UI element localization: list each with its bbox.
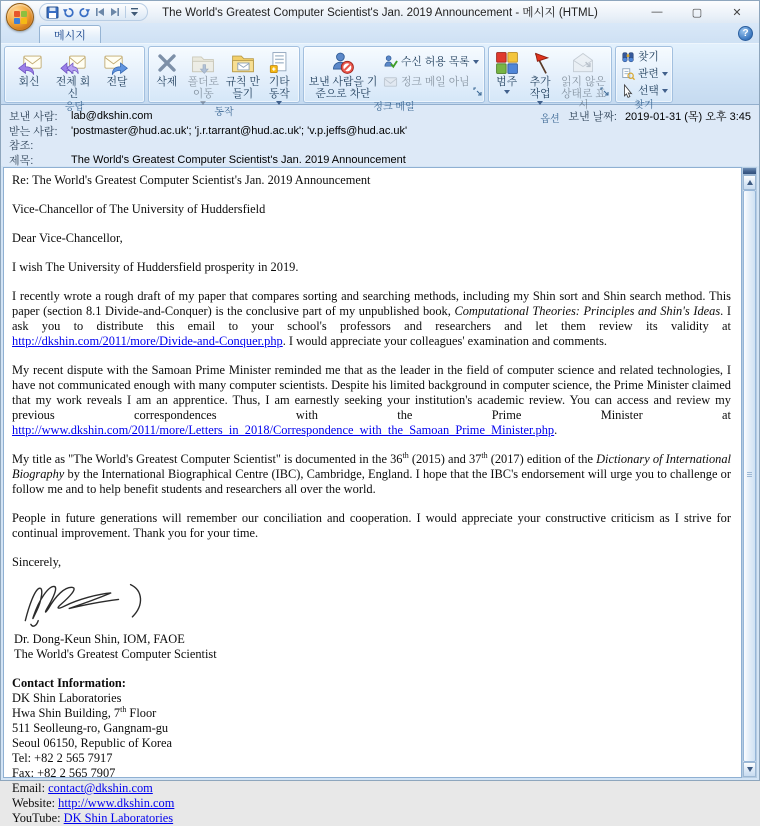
contact-line: Fax: +82 2 565 7907 [12,766,116,780]
create-rule-icon [230,50,256,76]
to-value: 'postmaster@hud.ac.uk'; 'j.r.tarrant@hud.ac.uk'; 'v.p.jeffs@hud.ac.uk' [71,124,408,137]
help-button[interactable]: ? [738,26,753,41]
office-button[interactable] [6,3,34,31]
from-label: 보낸 사람: [9,111,58,124]
follow-up-button[interactable]: 추가 작업 [522,49,557,106]
contact-line: Email: contact@dkshin.com [12,781,153,795]
message-body-area [1,166,759,825]
ribbon-group-junk [303,46,485,113]
follow-up-flag-icon [527,50,553,76]
header-row-cc [9,138,751,153]
safe-list-icon [383,54,398,69]
body-link[interactable]: http://www.dkshin.com/2011/more/Letters_in_2018/Correspondence_with_the_Samoan_Prime_Minister.php [12,423,555,437]
delete-button[interactable]: 삭제 [151,49,183,90]
not-junk-icon [383,74,398,89]
group-label-options: 옵션 [540,113,560,125]
contact-line: Hwa Shin Building, 7th Floor [12,704,157,720]
body-paragraph: People in future generations will remember our conciliation and cooperation. I would appreciate your constructive criticism as I strive for continual improvement. Thank you for your time. [12,511,731,540]
customize-qat-icon[interactable] [130,7,139,17]
redo-icon[interactable] [78,6,91,19]
scrollbar-track[interactable] [743,190,756,762]
scrollbar-split-handle[interactable] [743,168,756,175]
body-paragraph: Sincerely, [12,555,62,569]
find-button[interactable]: 찾기 [618,48,670,65]
cc-label: 참조: [9,140,34,153]
scrollbar-grip-icon [747,472,752,478]
dropdown-arrow-icon [276,101,282,105]
related-icon [621,67,635,81]
find-icon [621,50,635,64]
office-logo-icon [14,11,27,24]
dropdown-arrow-icon [537,101,543,105]
from-value: lab@dkshin.com [71,110,153,123]
date-label: 보낸 날짜: [568,111,617,124]
move-folder-icon [190,50,216,76]
to-label: 받는 사람: [9,125,58,138]
header-row-subject [9,153,751,168]
body-link[interactable]: http://www.dkshin.com [58,796,175,810]
categorize-button[interactable]: 범주 [491,49,522,95]
contact-line: 511 Seolleung-ro, Gangnam-gu [12,721,169,735]
dropdown-arrow-icon [662,72,668,76]
header-row-to [9,124,751,139]
body-paragraph: My recent dispute with the Samoan Prime Minister reminded me that as the leader in the field of computer science and related technologies, I have not communicated enough with many computer scientists. Despite his limited background in computer science, the Prime Minister claimed that my work reveals I am an apprentice. Thus, I am earnestly seeking your institution's academic review. You can access and review my previous correspondences with the Prime Minister at http://www.dkshin.com/2011/more/Letters_in_2018/Correspondence_with_the_Samoan_Prime_Minister.php. [12,363,731,437]
up-arrow-icon [747,180,753,185]
subject-label: 제목: [9,154,34,167]
title-bar [1,1,759,23]
signature-block [14,580,731,662]
maximize-button[interactable]: ▢ [691,6,703,19]
body-paragraph: I recently wrote a rough draft of my paper that compares sorting and searching methods, including my Shin sort and Shin search method. This paper (section 8.1 Divide-and-Conquer) is the conclusive part of my unpublished book, Computational Theories: Principles and Shin's Ideas. I ask you to distribute this email to your school's professors and researchers and let them review its validity at http://dkshin.com/2011/more/Divide-and-Conquer.php. I would appreciate your colleagues' examination and comments. [12,289,732,348]
reply-icon [15,50,43,76]
close-button[interactable]: ✕ [732,6,742,19]
tab-message[interactable]: 메시지 [39,25,101,43]
message-headers [1,105,759,166]
group-label-junk: 정크 메일 [373,102,415,113]
other-actions-icon [266,50,292,76]
body-link[interactable]: DK Shin Laboratories [63,811,174,825]
block-sender-icon [330,50,356,76]
window-title: The World's Greatest Computer Scientist's Jan. 2019 Announcement - 메시지 (HTML) [162,7,598,19]
dropdown-arrow-icon [662,89,668,93]
reply-all-button[interactable]: 전체 회신 [51,49,95,101]
body-paragraph: Dear Vice-Chancellor, [12,231,123,245]
scroll-up-button[interactable] [743,175,756,190]
vertical-scrollbar[interactable] [742,167,757,778]
body-paragraph: Vice-Chancellor of The University of Huddersfield [12,202,266,216]
window-controls [637,1,757,23]
body-link[interactable]: http://dkshin.com/2011/more/Divide-and-Conquer.php [12,334,283,348]
minimize-button[interactable]: — [651,6,663,18]
signoff-title: The World's Greatest Computer Scientist [14,647,217,661]
create-rule-button[interactable]: 규칙 만들기 [224,49,261,101]
signoff-name: Dr. Dong-Keun Shin, IOM, FAOE [14,632,185,646]
body-paragraph: I wish The University of Huddersfield prosperity in 2019. [12,260,299,274]
message-body[interactable] [3,167,742,825]
delete-icon [154,50,180,76]
date-value: 2019-01-31 (목) 오후 3:45 [624,111,751,124]
body-paragraphs [12,173,731,570]
contact-line: Tel: +82 2 565 7917 [12,751,113,765]
dialog-launcher-icon[interactable] [600,83,609,101]
other-actions-button[interactable]: 기타 동작 [261,49,297,106]
forward-icon [103,50,131,76]
undo-icon[interactable] [62,6,75,19]
contact-line: DK Shin Laboratories [12,691,122,705]
dropdown-arrow-icon [200,101,206,105]
body-link[interactable]: contact@dkshin.com [48,781,153,795]
safe-senders-list-button[interactable]: 수신 허용 목록 [380,53,482,70]
contact-line: Website: http://www.dkshin.com [12,796,175,810]
dialog-launcher-icon[interactable] [473,83,482,101]
save-icon[interactable] [46,6,59,19]
quick-access-toolbar [39,3,148,21]
qat-separator [125,6,126,18]
contact-heading: Contact Information: [12,676,126,690]
mark-unread-icon [570,50,596,76]
down-arrow-icon [747,767,753,772]
contact-lines [12,691,731,826]
handwritten-signature-image [14,580,164,628]
scrollbar-thumb[interactable] [743,190,756,762]
mark-unread-button: 읽지 않은 상태로 표시 [558,49,609,113]
body-paragraph: My title as "The World's Greatest Computer Scientist" is documented in the 36th (2015) and 37th (2017) edition of the Dictionary of International Biography by the International Biographical Centre (IBC), Cambridge, England. I hope that the IBC's endorsement will urge you to challenge or follow me and to help benefit students and researchers all over the world. [12,450,731,496]
related-button[interactable]: 관련 [618,65,670,82]
next-item-icon[interactable] [109,6,121,18]
block-sender-button[interactable]: 보낸 사람을 기준으로 차단 [306,49,380,101]
reply-button[interactable]: 회신 [7,49,51,90]
select-button[interactable]: 선택 [618,82,670,99]
not-junk-button: 정크 메일 아님 [380,73,482,90]
ribbon-group-respond [4,46,145,113]
subject-value: The World's Greatest Computer Scientist's Jan. 2019 Announcement [71,153,406,166]
scroll-down-button[interactable] [743,762,756,777]
select-cursor-icon [621,84,635,98]
ribbon-group-find [615,46,673,111]
dropdown-arrow-icon [504,90,510,94]
categorize-icon [494,50,520,76]
group-label-find: 찾기 [634,100,654,111]
move-to-folder-button: 폴더로 이동 [183,49,224,106]
contact-information [12,676,731,826]
contact-line: Seoul 06150, Republic of Korea [12,736,173,750]
contact-line: YouTube: DK Shin Laboratories [12,811,174,825]
ribbon-group-actions [148,46,300,118]
group-label-respond: 응답 [64,102,85,113]
previous-item-icon[interactable] [94,6,106,18]
dropdown-arrow-icon [473,60,479,64]
forward-button[interactable]: 전달 [95,49,139,90]
body-paragraph: Re: The World's Greatest Computer Scientist's Jan. 2019 Announcement [12,173,371,187]
reply-all-icon [59,50,87,76]
ribbon-tab-row [1,23,759,43]
group-label-actions: 동작 [214,107,234,118]
